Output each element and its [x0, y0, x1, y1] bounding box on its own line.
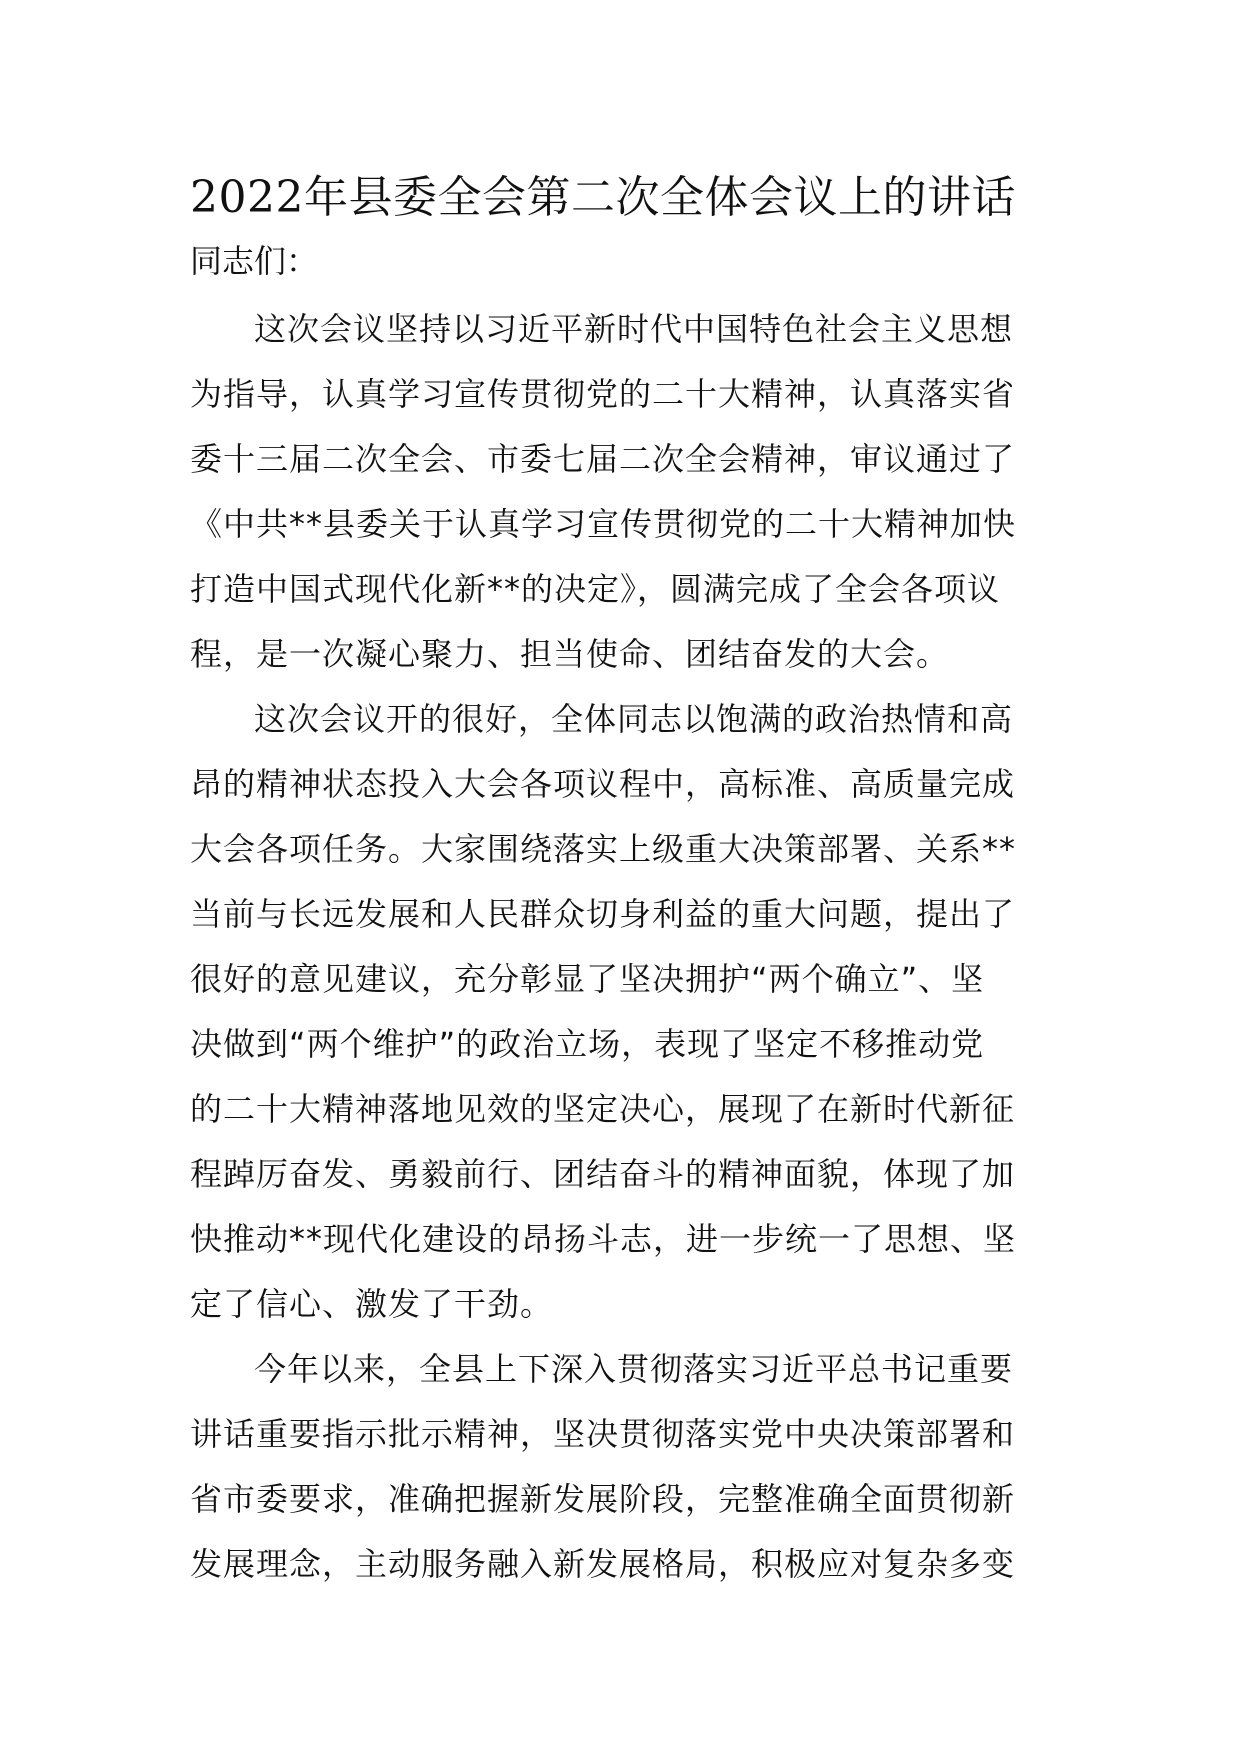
salutation: 同志们：	[190, 242, 319, 280]
paragraph-3-line-4: 发展理念，主动服务融入新发展格局，积极应对复杂多变	[190, 1545, 1016, 1583]
paragraph-2-line-1: 这次会议开的很好，全体同志以饱满的政治热情和高	[254, 700, 1014, 738]
paragraph-3-line-2: 讲话重要指示批示精神，坚决贯彻落实党中央决策部署和	[190, 1415, 1016, 1453]
paragraph-2-line-7: 的二十大精神落地见效的坚定决心，展现了在新时代新征	[190, 1090, 1016, 1128]
paragraph-2-line-6: 决做到“两个维护”的政治立场，表现了坚定不移推动党	[190, 1025, 985, 1063]
paragraph-1-line-3: 委十三届二次全会、市委七届二次全会精神，审议通过了	[190, 440, 1016, 478]
paragraph-2-line-5: 很好的意见建议，充分彰显了坚决拥护“两个确立”、坚	[190, 960, 985, 998]
paragraph-3-line-3: 省市委要求，准确把握新发展阶段，完整准确全面贯彻新	[190, 1480, 1016, 1518]
paragraph-2-line-2: 昂的精神状态投入大会各项议程中，高标准、高质量完成	[190, 765, 1016, 803]
paragraph-2-line-8: 程踔厉奋发、勇毅前行、团结奋斗的精神面貌，体现了加	[190, 1155, 1016, 1193]
paragraph-1-line-2: 为指导，认真学习宣传贯彻党的二十大精神，认真落实省	[190, 375, 1016, 413]
paragraph-2-line-10: 定了信心、激发了干劲。	[190, 1285, 554, 1323]
paragraph-2-line-4: 当前与长远发展和人民群众切身利益的重大问题，提出了	[190, 895, 1016, 933]
paragraph-1-line-4: 《中共**县委关于认真学习宣传贯彻党的二十大精神加快	[190, 505, 1017, 543]
paragraph-1-line-1: 这次会议坚持以习近平新时代中国特色社会主义思想	[254, 310, 1014, 348]
paragraph-1-line-5: 打造中国式现代化新**的决定》，圆满完成了全会各项议	[190, 570, 1001, 608]
paragraph-1-line-6: 程，是一次凝心聚力、担当使命、团结奋发的大会。	[190, 635, 950, 673]
paragraph-2-line-9: 快推动**现代化建设的昂扬斗志，进一步统一了思想、坚	[190, 1220, 1017, 1258]
paragraph-2-line-3: 大会各项任务。大家围绕落实上级重大决策部署、关系**	[190, 830, 1017, 868]
document-title: 2022年县委全会第二次全体会议上的讲话	[190, 172, 1016, 223]
paragraph-3-line-1: 今年以来，全县上下深入贯彻落实习近平总书记重要	[254, 1350, 1014, 1388]
